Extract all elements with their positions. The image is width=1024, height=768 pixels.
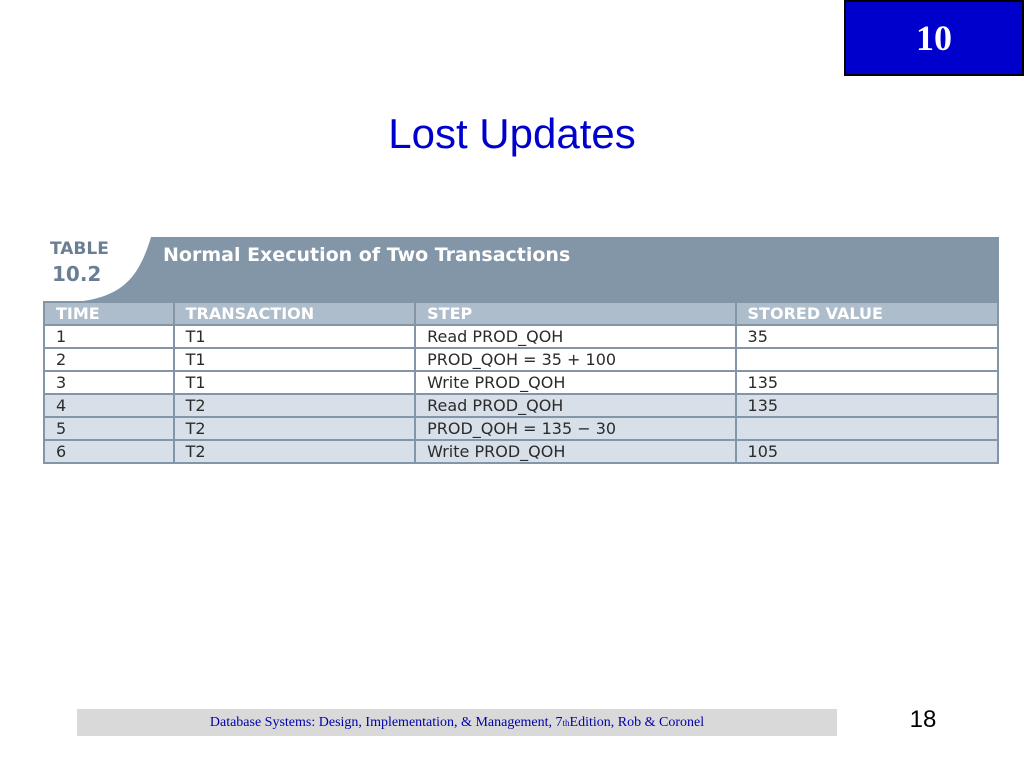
table-row [44, 394, 998, 417]
cell-stored-value [736, 348, 998, 371]
cell-transaction: T1 [174, 348, 416, 371]
table-header [43, 237, 999, 301]
cell-step: Write PROD_QOH [415, 440, 735, 463]
cell-stored-value: 35 [736, 325, 998, 348]
table-label-word: TABLE [50, 239, 109, 259]
cell-time: 2 [44, 348, 174, 371]
data-table [43, 301, 999, 464]
cell-step: Write PROD_QOH [415, 371, 735, 394]
footer-superscript: th [562, 717, 570, 728]
table-row [44, 371, 998, 394]
table-row [44, 348, 998, 371]
table-figure [43, 237, 999, 481]
cell-transaction: T1 [174, 371, 416, 394]
column-header-row [44, 302, 998, 325]
page-number: 18 [909, 706, 937, 733]
column-header-transaction: TRANSACTION [174, 302, 416, 325]
cell-transaction: T2 [174, 417, 416, 440]
cell-step: Read PROD_QOH [415, 394, 735, 417]
table-row [44, 325, 998, 348]
table-caption: Normal Execution of Two Transactions [163, 244, 571, 266]
cell-step: Read PROD_QOH [415, 325, 735, 348]
chapter-badge [844, 0, 1024, 76]
cell-time: 4 [44, 394, 174, 417]
cell-transaction: T1 [174, 325, 416, 348]
cell-time: 3 [44, 371, 174, 394]
slide-title: Lost Updates [388, 110, 636, 157]
cell-transaction: T2 [174, 440, 416, 463]
cell-time: 1 [44, 325, 174, 348]
cell-step: PROD_QOH = 135 − 30 [415, 417, 735, 440]
column-header-step: STEP [415, 302, 735, 325]
cell-time: 5 [44, 417, 174, 440]
chapter-number: 10 [916, 18, 952, 58]
cell-step: PROD_QOH = 35 + 100 [415, 348, 735, 371]
footer-text-after: Edition, Rob & Coronel [569, 714, 705, 730]
cell-time: 6 [44, 440, 174, 463]
cell-stored-value [736, 417, 998, 440]
cell-stored-value: 135 [736, 371, 998, 394]
table-row [44, 440, 998, 463]
table-row [44, 417, 998, 440]
footer-text-before: Database Systems: Design, Implementation, & Management, 7 [209, 714, 563, 730]
column-header-time: TIME [44, 302, 174, 325]
cell-stored-value: 135 [736, 394, 998, 417]
footer-citation [77, 709, 837, 736]
cell-transaction: T2 [174, 394, 416, 417]
cell-stored-value: 105 [736, 440, 998, 463]
table-label-number: 10.2 [52, 262, 102, 286]
column-header-stored-value: STORED VALUE [736, 302, 998, 325]
